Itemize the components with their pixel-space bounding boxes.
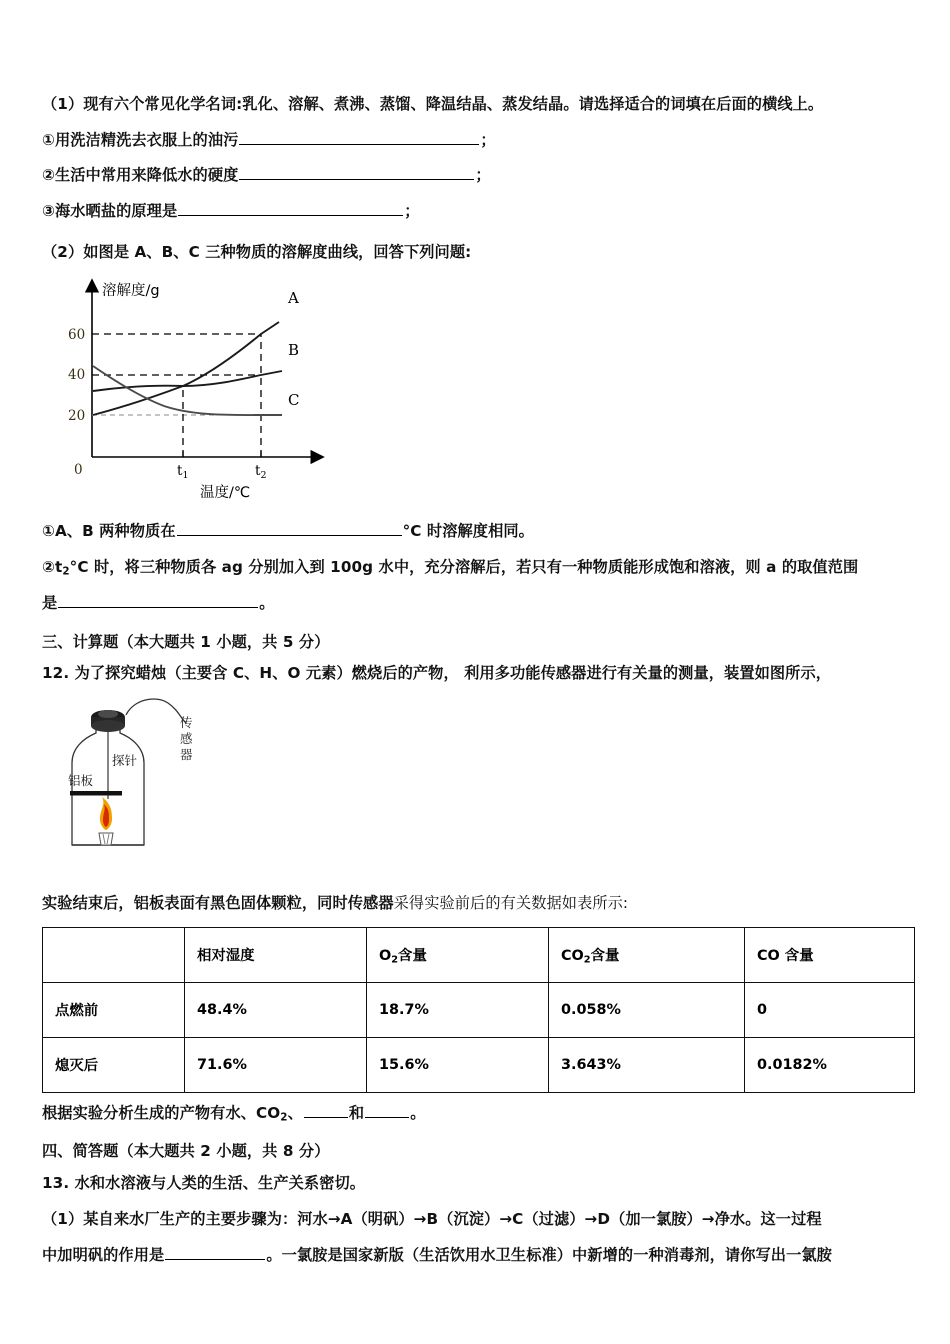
after-experiment-regular: 采得实验前后的有关数据如表所示:	[393, 893, 629, 912]
aluminum-plate	[70, 791, 122, 796]
answer-blank-1[interactable]	[239, 128, 479, 145]
table-row	[43, 982, 915, 1037]
cell-co-before: 0	[745, 982, 915, 1037]
series-label-C: C	[288, 391, 300, 410]
table-header-co: CO 含量	[745, 927, 915, 982]
analysis-and: 和	[348, 1103, 365, 1122]
q11-part2-intro: （2）如图是 A、B、C 三种物质的溶解度曲线，回答下列问题:	[42, 242, 472, 261]
q11-item-3-text: ③海水晒盐的原理是	[42, 201, 178, 220]
cell-o2-before: 18.7%	[367, 982, 549, 1037]
ytick-40: 40	[68, 367, 86, 384]
analysis-end: 。	[410, 1103, 426, 1122]
cell-o2-after: 15.6%	[367, 1037, 549, 1092]
xtick-t2: $t_2$	[255, 463, 267, 482]
q11-item-3-tail: ；	[404, 201, 420, 220]
series-label-B: B	[288, 341, 300, 360]
q11-sub2-tail-text: 是	[42, 594, 58, 613]
analysis-subscript: 2	[280, 1111, 288, 1124]
q11-sub1	[42, 519, 914, 544]
answer-blank-4[interactable]	[177, 519, 402, 536]
q11-item-1-tail: ；	[480, 130, 496, 149]
answer-blank-5[interactable]	[58, 591, 258, 608]
q11-sub2-tail-end: 。	[259, 594, 275, 613]
cell-humidity-after: 71.6%	[185, 1037, 367, 1092]
candle-body	[99, 833, 113, 845]
answer-blank-7[interactable]	[365, 1101, 409, 1118]
xtick-t1: $t_1$	[177, 463, 189, 482]
aluminum-plate-label: 铝板	[68, 772, 94, 788]
curve-B	[93, 371, 282, 391]
table-header-o2: $O_2$含量	[367, 927, 549, 982]
q13-part1-b-post: 。一氯胺是国家新版（生活饮用水卫生标准）中新增的一种消毒剂，请你写出一氯胺	[266, 1245, 832, 1264]
cell-co2-after: 3.643%	[549, 1037, 745, 1092]
row-label-after: 熄灭后	[43, 1037, 185, 1092]
cell-co2-before: 0.058%	[549, 982, 745, 1037]
row-label-before: 点燃前	[43, 982, 185, 1037]
table-header-humidity: 相对湿度	[185, 927, 367, 982]
q11-item-1-text: ①用洗洁精洗去衣服上的油污	[42, 130, 239, 149]
q11-item-2-text: ②生活中常用来降低水的硬度	[42, 166, 239, 185]
section-4-heading: 四、简答题（本大题共 2 小题，共 8 分）	[42, 1141, 330, 1160]
solubility-curve-chart	[60, 275, 390, 505]
sensor-wire	[126, 699, 186, 723]
section-3-heading: 三、计算题（本大题共 1 小题，共 5 分）	[42, 632, 330, 651]
q11-sub2-tail	[42, 591, 914, 616]
ytick-60: 60	[68, 327, 86, 344]
q11-part1-intro: （1）现有六个常见化学名词:乳化、溶解、煮沸、蒸馏、降温结晶、蒸发结晶。请选择适合的词填在后面的横线上。	[42, 95, 824, 113]
page-content	[42, 92, 914, 1278]
table-row	[43, 1037, 915, 1092]
q11-item-1	[42, 128, 914, 153]
q11-sub1-tail: °C 时溶解度相同。	[402, 522, 534, 541]
analysis-prefix: 根据实验分析生成的产物有水、CO	[42, 1103, 281, 1122]
q11-sub2	[42, 555, 914, 580]
q11-sub1-text: ①A、B 两种物质在	[42, 522, 176, 541]
table-header-co2: $CO_2$含量	[549, 927, 745, 982]
chart-ylabel: 溶解度/g	[102, 283, 160, 300]
apparatus-diagram	[56, 693, 256, 863]
ytick-0: 0	[74, 462, 83, 479]
chart-xlabel: 温度/℃	[200, 485, 251, 502]
apparatus-svg	[56, 693, 256, 863]
after-experiment-line	[42, 891, 914, 916]
sensor-label: 传 感 器	[180, 714, 193, 762]
probe-label: 探针	[112, 752, 138, 768]
analysis-mid: 、	[287, 1103, 303, 1122]
q13-part1-b-pre: 中加明矾的作用是	[42, 1245, 165, 1264]
answer-blank-6[interactable]	[304, 1101, 348, 1118]
analysis-line	[42, 1101, 914, 1126]
cell-co-after: 0.0182%	[745, 1037, 915, 1092]
q13-part1-b	[42, 1243, 914, 1268]
question-13: 13. 水和水溶液与人类的生活、生产关系密切。	[42, 1173, 366, 1192]
curve-A	[93, 322, 279, 415]
q11-item-3	[42, 199, 914, 224]
q11-sub2-body: °C 时，将三种物质各 ag 分别加入到 100g 水中，充分溶解后，若只有一种物质能形成饱和溶液，则 a 的取值范围	[69, 557, 859, 576]
chart-svg	[60, 275, 390, 505]
q11-item-2	[42, 163, 914, 188]
cell-humidity-before: 48.4%	[185, 982, 367, 1037]
table-header-row	[43, 927, 915, 982]
q13-part1-a: （1）某自来水厂生产的主要步骤为：河水→A（明矾）→B（沉淀）→C（过滤）→D（加一氯胺）→净水。这一过程	[42, 1210, 822, 1229]
table-header-corner	[43, 927, 185, 982]
after-experiment-bold: 实验结束后，铝板表面有黑色固体颗粒，同时传感器	[42, 893, 394, 912]
bottle-cap-highlight	[98, 710, 118, 718]
answer-blank-8[interactable]	[165, 1243, 265, 1260]
sensor-data-table	[42, 927, 915, 1093]
answer-blank-2[interactable]	[239, 163, 474, 180]
answer-blank-3[interactable]	[178, 199, 403, 216]
question-12: 12. 为了探究蜡烛（主要含 C、H、O 元素）燃烧后的产物， 利用多功能传感器进行有关量的测量，装置如图所示，	[42, 664, 832, 683]
ytick-20: 20	[68, 408, 86, 425]
series-label-A: A	[288, 289, 299, 308]
q11-item-2-tail: ；	[475, 166, 491, 185]
q11-sub2-prefix: ②t	[42, 557, 63, 576]
q11-sub2-subscript: 2	[62, 565, 70, 578]
